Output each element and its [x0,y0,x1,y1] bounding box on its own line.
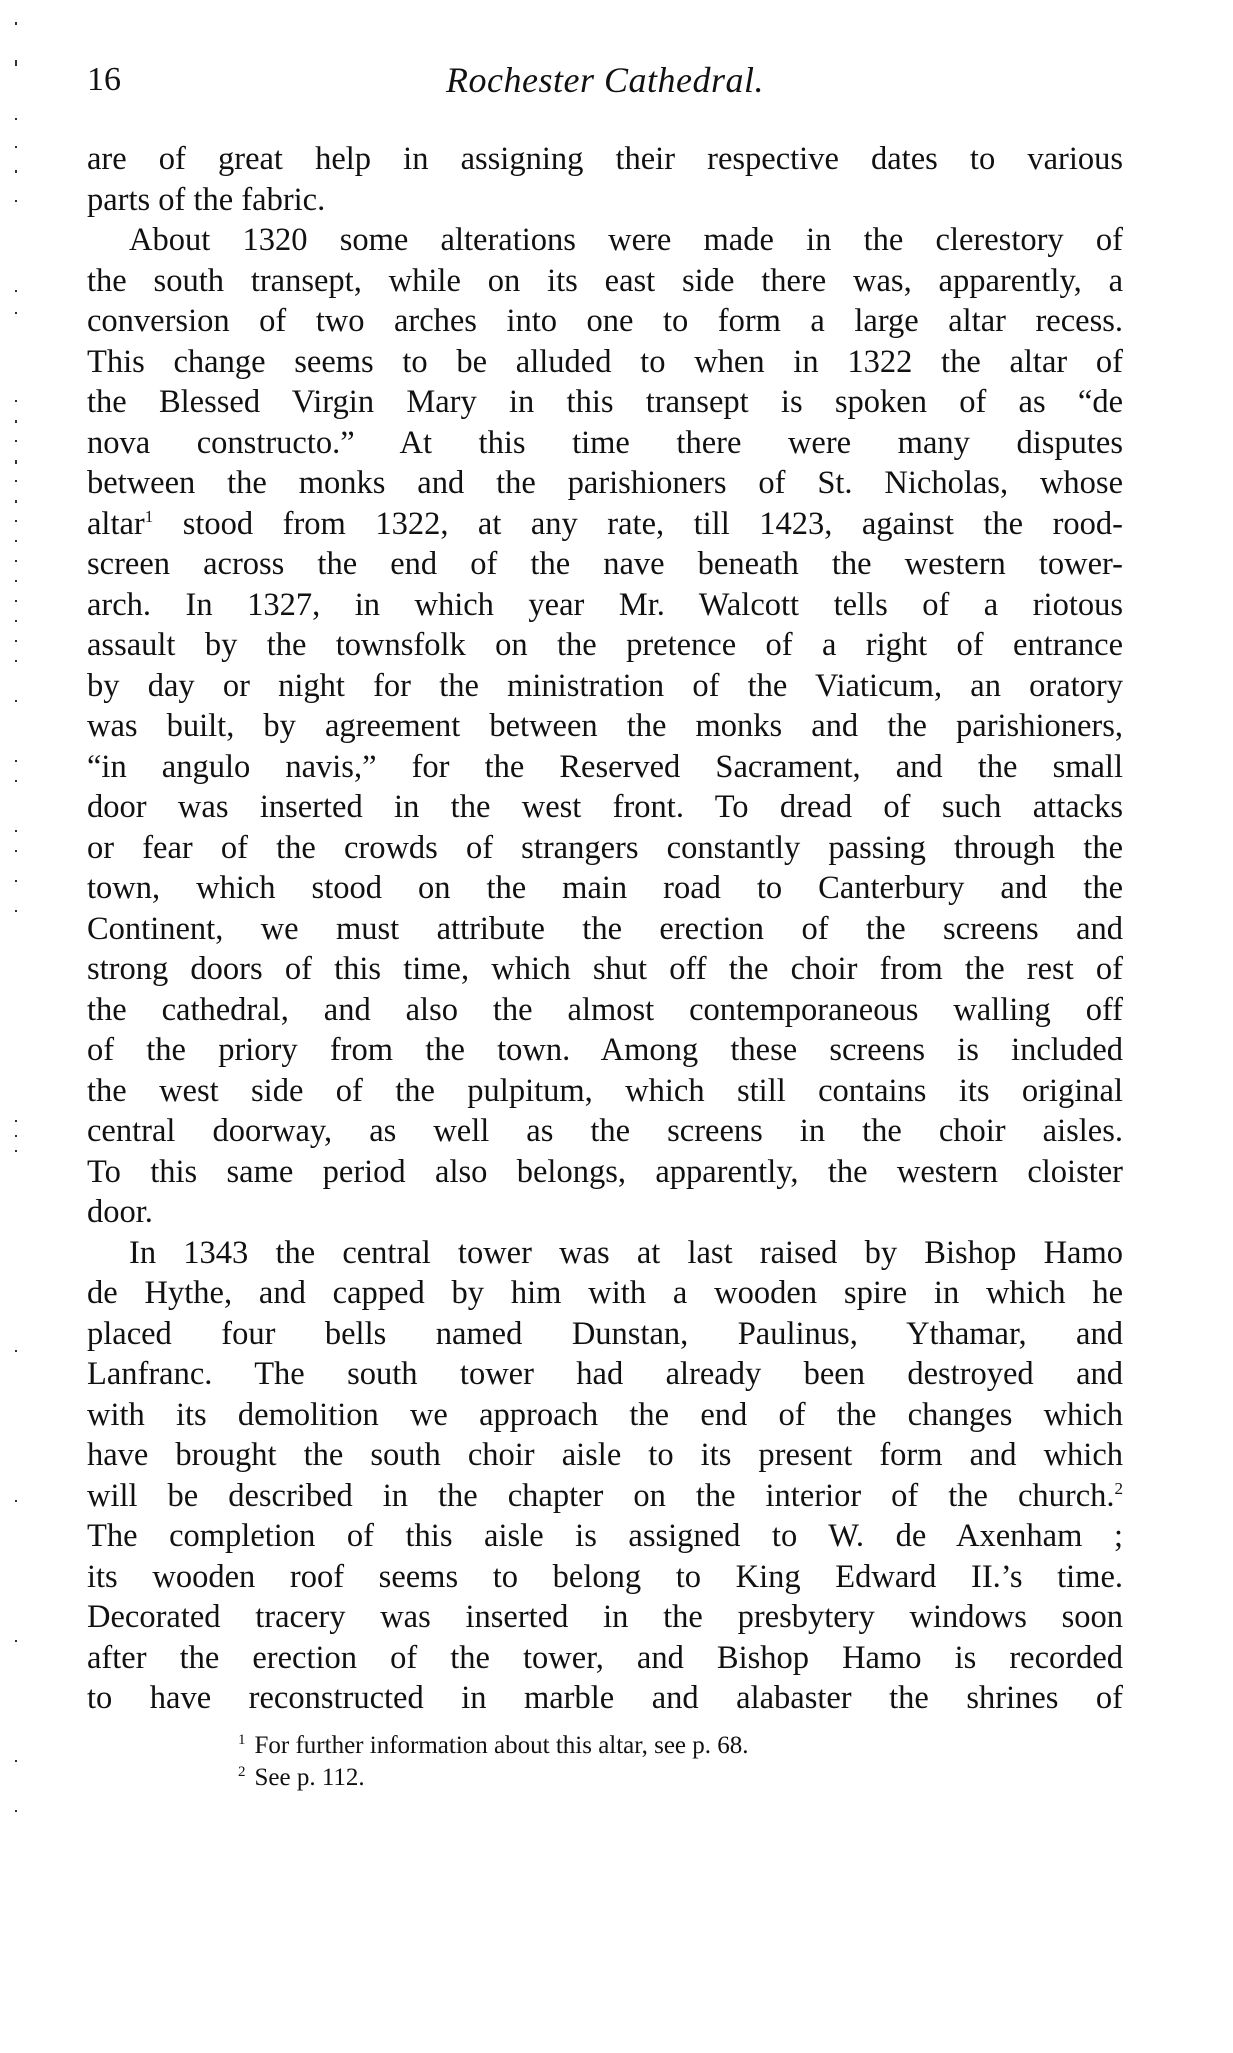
text-line [87,828,1123,869]
text-line [87,1435,1123,1476]
text-line [87,544,1123,585]
text-line-content: will be described in the chapter on the interior of the church. [87,1477,1115,1514]
text-line-content: the Blessed Virgin Mary in this transept is spoken of as “de [87,384,1123,420]
text-line-content: door was inserted in the west front. To dread of such attacks [87,789,1123,825]
text-line-content: de Hythe, and capped by him with a wooden spire in which he [87,1275,1123,1311]
text-line [87,1152,1123,1193]
text-line [87,139,1123,180]
text-line-content: its wooden roof seems to belong to King Edward II.’s time. [87,1558,1123,1595]
text-line-content: town, which stood on the main road to Canterbury and the [87,870,1123,906]
scan-speck [15,660,17,662]
scan-speck [15,200,17,202]
text-line [87,1638,1123,1679]
scan-speck [15,620,17,622]
footnote-text: For further information about this altar, see p. 68. [254,1732,749,1759]
footnote-marker: 2 [238,1764,246,1780]
scan-speck [15,60,17,66]
text-line [87,1678,1123,1719]
scan-speck [15,460,17,464]
text-line [87,1273,1123,1314]
text-line-content: conversion of two arches into one to form a large altar recess. [87,303,1123,339]
scan-speck [15,312,17,314]
text-line [87,1071,1123,1112]
scan-speck [15,400,17,402]
scan-speck [15,540,17,542]
text-line-content: the cathedral, and also the almost contemporaneous walling off [87,991,1123,1028]
text-line [87,423,1123,464]
scan-speck [15,520,17,522]
text-line-content: “in angulo navis,” for the Reserved Sacrament, and the small [87,748,1123,785]
scan-speck [15,170,17,173]
scan-speck [15,1500,17,1502]
scan-speck [15,700,17,702]
text-line [87,301,1123,342]
text-line-content: screen across the end of the nave beneath the western tower- [87,546,1123,582]
text-line-content: altar [87,505,145,542]
text-line [87,1597,1123,1638]
text-line-content: stood from 1322, at any rate, till 1423, against the rood- [153,505,1123,542]
text-line-content: Lanfranc. The south tower had already been destroyed and [87,1356,1123,1392]
scan-speck [15,760,17,762]
footnote-reference: 2 [1114,1478,1123,1498]
scan-speck [15,910,17,912]
text-line-content: Decorated tracery was inserted in the presbytery windows soon [87,1599,1123,1635]
scan-speck [15,1150,17,1152]
scan-speck [15,1640,17,1642]
text-line [87,1395,1123,1436]
text-line [87,220,1123,261]
scan-margin-specks [15,0,18,2053]
scan-speck [15,146,17,148]
text-line [87,1354,1123,1395]
scan-speck [15,290,17,292]
text-line-content: assault by the townsfolk on the pretence of a right of entrance [87,627,1123,663]
footnotes [238,1730,1038,1794]
text-line [87,1192,1123,1233]
text-line [87,1233,1123,1274]
text-line-content: parts of the fabric. [87,181,326,218]
text-line-content: nova constructo.” At this time there were many disputes [87,424,1123,461]
scan-speck [15,500,17,503]
footnote-marker: 1 [238,1732,246,1748]
text-line [87,706,1123,747]
text-line-content: are of great help in assigning their respective dates to various [87,141,1123,177]
text-line-content: central doorway, as well as the screens in the choir aisles. [87,1113,1123,1149]
scan-speck [15,560,17,562]
text-line [87,868,1123,909]
text-line [87,504,1123,545]
text-line [87,463,1123,504]
running-head [87,58,1123,102]
text-line [87,990,1123,1031]
text-line-content: the south transept, while on its east side there was, apparently, a [87,262,1123,299]
scan-speck [15,1120,17,1122]
text-line [87,382,1123,423]
scan-speck [15,480,17,482]
scan-speck [15,880,17,882]
text-line [87,261,1123,302]
text-line-content: Continent, we must attribute the erection of the screens and [87,910,1123,947]
text-line [87,625,1123,666]
footnote-reference: 1 [144,506,154,526]
scan-speck [15,1810,17,1812]
scan-speck [15,1350,17,1352]
text-line [87,666,1123,707]
text-line [87,180,1123,221]
text-line-content: after the erection of the tower, and Bishop Hamo is recorded [87,1639,1123,1676]
text-line [87,1476,1123,1517]
scan-speck [15,600,17,602]
scan-speck [15,440,17,442]
text-line-content: arch. In 1327, in which year Mr. Walcott tells of a riotous [87,586,1123,623]
scan-speck [15,420,17,423]
running-title: Rochester Cathedral. [446,60,764,100]
text-line-content: In 1343 the central tower was at last raised by Bishop Hamo [129,1234,1123,1271]
text-line [87,949,1123,990]
text-line-content: with its demolition we approach the end of the changes which [87,1396,1123,1433]
text-line-content: to have reconstructed in marble and alabaster the shrines of [87,1680,1123,1716]
text-line [87,1030,1123,1071]
text-line [87,1557,1123,1598]
text-line-content: The completion of this aisle is assigned to W. de Axenham ; [87,1518,1123,1554]
footnote [238,1730,1038,1762]
text-line [87,585,1123,626]
footnote-text: See p. 112. [254,1764,365,1791]
scan-speck [15,830,17,832]
scan-speck [15,22,17,25]
text-line-content: This change seems to be alluded to when in 1322 the altar of [87,343,1123,380]
text-line-content: placed four bells named Dunstan, Paulinus, Ythamar, and [87,1315,1123,1352]
text-line [87,747,1123,788]
text-line [87,787,1123,828]
scan-speck [15,780,17,782]
text-line-content: by day or night for the ministration of the Viaticum, an oratory [87,667,1123,704]
text-line [87,1111,1123,1152]
text-line-content: door. [87,1194,153,1230]
text-line [87,909,1123,950]
footnote [238,1762,1038,1794]
text-line-content: strong doors of this time, which shut off the choir from the rest of [87,951,1123,987]
text-line-content: between the monks and the parishioners of St. Nicholas, whose [87,465,1123,501]
text-line-content: have brought the south choir aisle to its present form and which [87,1437,1123,1473]
text-line-content: or fear of the crowds of strangers constantly passing through the [87,829,1123,866]
scan-speck [15,1760,17,1762]
text-line-content: To this same period also belongs, apparently, the western cloister [87,1153,1123,1190]
body-text [87,139,1123,1719]
scan-speck [15,850,17,852]
scan-speck [15,640,17,642]
scan-speck [15,1135,17,1137]
text-line-content: of the priory from the town. Among these screens is included [87,1032,1123,1068]
text-line [87,1516,1123,1557]
text-line-content: the west side of the pulpitum, which still contains its original [87,1072,1123,1109]
text-line-content: was built, by agreement between the monks and the parishioners, [87,708,1123,744]
text-line [87,342,1123,383]
text-line [87,1314,1123,1355]
scan-speck [15,580,17,582]
scan-speck [15,118,17,120]
text-line-content: About 1320 some alterations were made in the clerestory of [129,222,1123,258]
page-number: 16 [87,61,121,98]
